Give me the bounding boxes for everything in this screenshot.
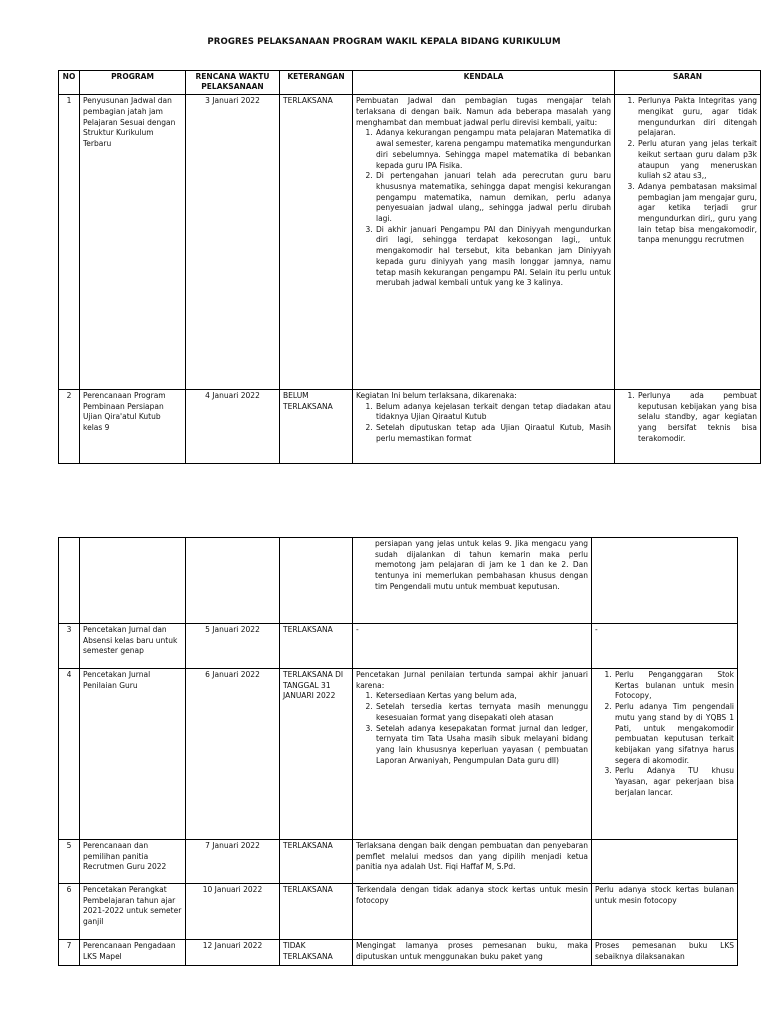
row-kendala: Terkendala dengan tidak adanya stock kertas untuk mesin fotocopy xyxy=(353,884,592,940)
row-rencana: 10 Januari 2022 xyxy=(186,884,280,940)
row-no: 7 xyxy=(59,940,80,966)
row-keterangan: TIDAK TERLAKSANA xyxy=(280,940,353,966)
kendala-continued: persiapan yang jelas untuk kelas 9. Jika mengacu yang sudah dijalankan di tahun kemarin maka perlu memotong jam pelajaran di jam ke 1 dan ke 2. Dan tentunya ini memerlukan pembahasan khusus dengan tim Pengendali mutu untuk membuat keputusan. xyxy=(353,538,592,624)
header-kendala: KENDALA xyxy=(353,71,615,95)
list-item: 2. Di pertengahan januari telah ada perecrutan guru baru khususnya matematika, sehingga dapat mengisi kekurangan pengampu matematika, namun demikan, perlu adanya penyesuaian jadwal ulang,, sehingga jadwal perlu dirubah lagi. xyxy=(375,171,611,225)
row-saran: Perlu adanya stock kertas bulanan untuk mesin fotocopy xyxy=(592,884,738,940)
table-row-continued xyxy=(59,538,738,624)
list-item: 2. Setelah diputuskan tetap ada Ujian Qiraatul Kutub, Masih perlu memastikan format xyxy=(375,423,611,444)
table-row xyxy=(59,840,738,884)
row-kendala xyxy=(353,390,615,464)
row-saran xyxy=(615,390,761,464)
list-item: 2. Perlu adanya Tim pengendali mutu yang stand by di YQBS 1 Pati, untuk mengakomodir pembuatan keputusan terkait kebijakan yang sifatnya harus segera di akomodir. xyxy=(614,702,734,766)
empty-cell xyxy=(186,538,280,624)
row-saran xyxy=(592,840,738,884)
row-no: 4 xyxy=(59,669,80,840)
row-saran xyxy=(615,95,761,390)
table-row xyxy=(59,884,738,940)
row-saran: - xyxy=(592,624,738,669)
row-kendala xyxy=(353,95,615,390)
row-kendala: Terlaksana dengan baik dengan pembuatan dan penyebaran pemflet melalui medsos dan yang dipilih menjadi ketua panitia nya adalah Ust. Fiqi Haffaf M, S.Pd. xyxy=(353,840,592,884)
row-rencana: 6 Januari 2022 xyxy=(186,669,280,840)
row-program: Perencanaan dan pemilihan panitia Recrutmen Guru 2022 xyxy=(80,840,186,884)
row-keterangan: TERLAKSANA xyxy=(280,95,353,390)
empty-cell xyxy=(592,538,738,624)
list-item: 2. Setelah tersedia kertas ternyata masih menunggu kesesuaian format yang disepakati oleh atasan xyxy=(375,702,588,723)
kendala-list xyxy=(356,402,611,445)
row-rencana: 7 Januari 2022 xyxy=(186,840,280,884)
table-row xyxy=(59,669,738,840)
kendala-list xyxy=(356,691,588,766)
row-kendala xyxy=(353,669,592,840)
list-item: 1. Perlunya ada pembuat keputusan kebijakan yang bisa selalu standby, agar kegiatan yang bersifat teknis bisa terakomodir. xyxy=(637,391,757,445)
header-no: NO xyxy=(59,71,80,95)
row-program: Pencetakan Jurnal Penilaian Guru xyxy=(80,669,186,840)
row-program: Perencanaan Pengadaan LKS Mapel xyxy=(80,940,186,966)
table-row xyxy=(59,95,761,390)
empty-cell xyxy=(80,538,186,624)
row-keterangan: TERLAKSANA xyxy=(280,884,353,940)
row-rencana: 5 Januari 2022 xyxy=(186,624,280,669)
row-rencana: 3 Januari 2022 xyxy=(186,95,280,390)
header-rencana: RENCANA WAKTU PELAKSANAAN xyxy=(186,71,280,95)
row-program: Penyusunan Jadwal dan pembagian jatah jam Pelajaran Sesuai dengan Struktur Kurikulum Terbaru xyxy=(80,95,186,390)
row-kendala: - xyxy=(353,624,592,669)
kendala-intro: Pencetakan Jurnal penilaian tertunda sampai akhir januari karena: xyxy=(356,670,588,690)
table-row xyxy=(59,390,761,464)
table-row xyxy=(59,624,738,669)
progress-table-page-2 xyxy=(58,537,738,966)
kendala-intro: Kegiatan Ini belum terlaksana, dikarenaka: xyxy=(356,391,517,401)
progress-table-page-1 xyxy=(58,70,761,464)
row-program: Pencetakan Jurnal dan Absensi kelas baru untuk semester genap xyxy=(80,624,186,669)
row-program: Pencetakan Perangkat Pembelajaran tahun ajar 2021-2022 untuk semeter ganjil xyxy=(80,884,186,940)
kendala-intro: Pembuatan Jadwal dan pembagian tugas mengajar telah terlaksana di dengan baik. Namun ada beberapa masalah yang menghambat dan membuat jadwal perlu direvisi kembali, yaitu: xyxy=(356,96,611,127)
header-saran: SARAN xyxy=(615,71,761,95)
row-keterangan: TERLAKSANA xyxy=(280,840,353,884)
row-no: 6 xyxy=(59,884,80,940)
empty-cell xyxy=(280,538,353,624)
row-kendala: Mengingat lamanya proses pemesanan buku, maka diputuskan untuk menggunakan buku paket yang xyxy=(353,940,592,966)
document-title: PROGRES PELAKSANAAN PROGRAM WAKIL KEPALA BIDANG KURIKULUM xyxy=(207,37,561,47)
row-no: 1 xyxy=(59,95,80,390)
list-item: 3. Setelah adanya kesepakatan format jurnal dan ledger, ternyata tim Tata Usaha masih sibuk melayani bidang yang lain khususnya keperluan yayasan ( pembuatan Laporan Arwaniyah, Pengumpulan Data guru dll) xyxy=(375,724,588,767)
saran-list xyxy=(595,670,734,798)
list-item: 3. Di akhir januari Pengampu PAI dan Diniyyah mengundurkan diri lagi, sehingga terdapat kekosongan lagi,, untuk mengakomodir hal tersebut, kita bebankan jam Diniyyah kepada guru diniyyah yang masih longgar jamnya, namu tetap masih kekurangan pengampu PAI. Selain itu perlu untuk merubah jadwal kembali untuk yang ke 3 kalinya. xyxy=(375,225,611,289)
row-program: Perencanaan Program Pembinaan Persiapan Ujian Qira'atul Kutub kelas 9 xyxy=(80,390,186,464)
list-item: 3. Adanya pembatasan maksimal pembagian jam mengajar guru, agar ketika terjadi grur mengundurkan diri,, guru yang lain tetap bisa mengakomodir, tanpa menunggu recrutmen xyxy=(637,182,757,246)
row-keterangan: BELUM TERLAKSANA xyxy=(280,390,353,464)
saran-list xyxy=(618,96,757,246)
list-item: 1. Adanya kekurangan pengampu mata pelajaran Matematika di awal semester, karena pengampu matematika mengundurkan diri sebelumnya. Sehingga mapel matematika di bebankan kepada guru IPA Fisika. xyxy=(375,128,611,171)
table-row xyxy=(59,940,738,966)
list-item: 1. Ketersediaan Kertas yang belum ada, xyxy=(375,691,588,702)
list-item: 2. Perlu aturan yang jelas terkait keikut sertaan guru dalam p3k ataupun yang meneruskan kuliah s2 atau s3,, xyxy=(637,139,757,182)
list-item: 3. Perlu Adanya TU khusu Yayasan, agar pekerjaan bisa berjalan lancar. xyxy=(614,766,734,798)
row-keterangan: TERLAKSANA xyxy=(280,624,353,669)
row-no: 2 xyxy=(59,390,80,464)
list-item: 1. Perlunya Pakta Integritas yang mengikat guru, agar tidak mengundurkan diri ditengah pelajaran. xyxy=(637,96,757,139)
empty-cell xyxy=(59,538,80,624)
list-item: 1. Belum adanya kejelasan terkait dengan tetap diadakan atau tidaknya Ujian Qiraatul Kutub xyxy=(375,402,611,423)
table-header-row xyxy=(59,71,761,95)
row-rencana: 12 Januari 2022 xyxy=(186,940,280,966)
list-item: 1. Perlu Penganggaran Stok Kertas bulanan untuk mesin Fotocopy, xyxy=(614,670,734,702)
kendala-list xyxy=(356,128,611,289)
header-keterangan: KETERANGAN xyxy=(280,71,353,95)
row-rencana: 4 Januari 2022 xyxy=(186,390,280,464)
row-saran xyxy=(592,669,738,840)
row-keterangan: TERLAKSANA DI TANGGAL 31 JANUARI 2022 xyxy=(280,669,353,840)
header-program: PROGRAM xyxy=(80,71,186,95)
row-no: 3 xyxy=(59,624,80,669)
row-saran: Proses pemesanan buku LKS sebaiknya dilaksanakan xyxy=(592,940,738,966)
row-no: 5 xyxy=(59,840,80,884)
saran-list xyxy=(618,391,757,445)
